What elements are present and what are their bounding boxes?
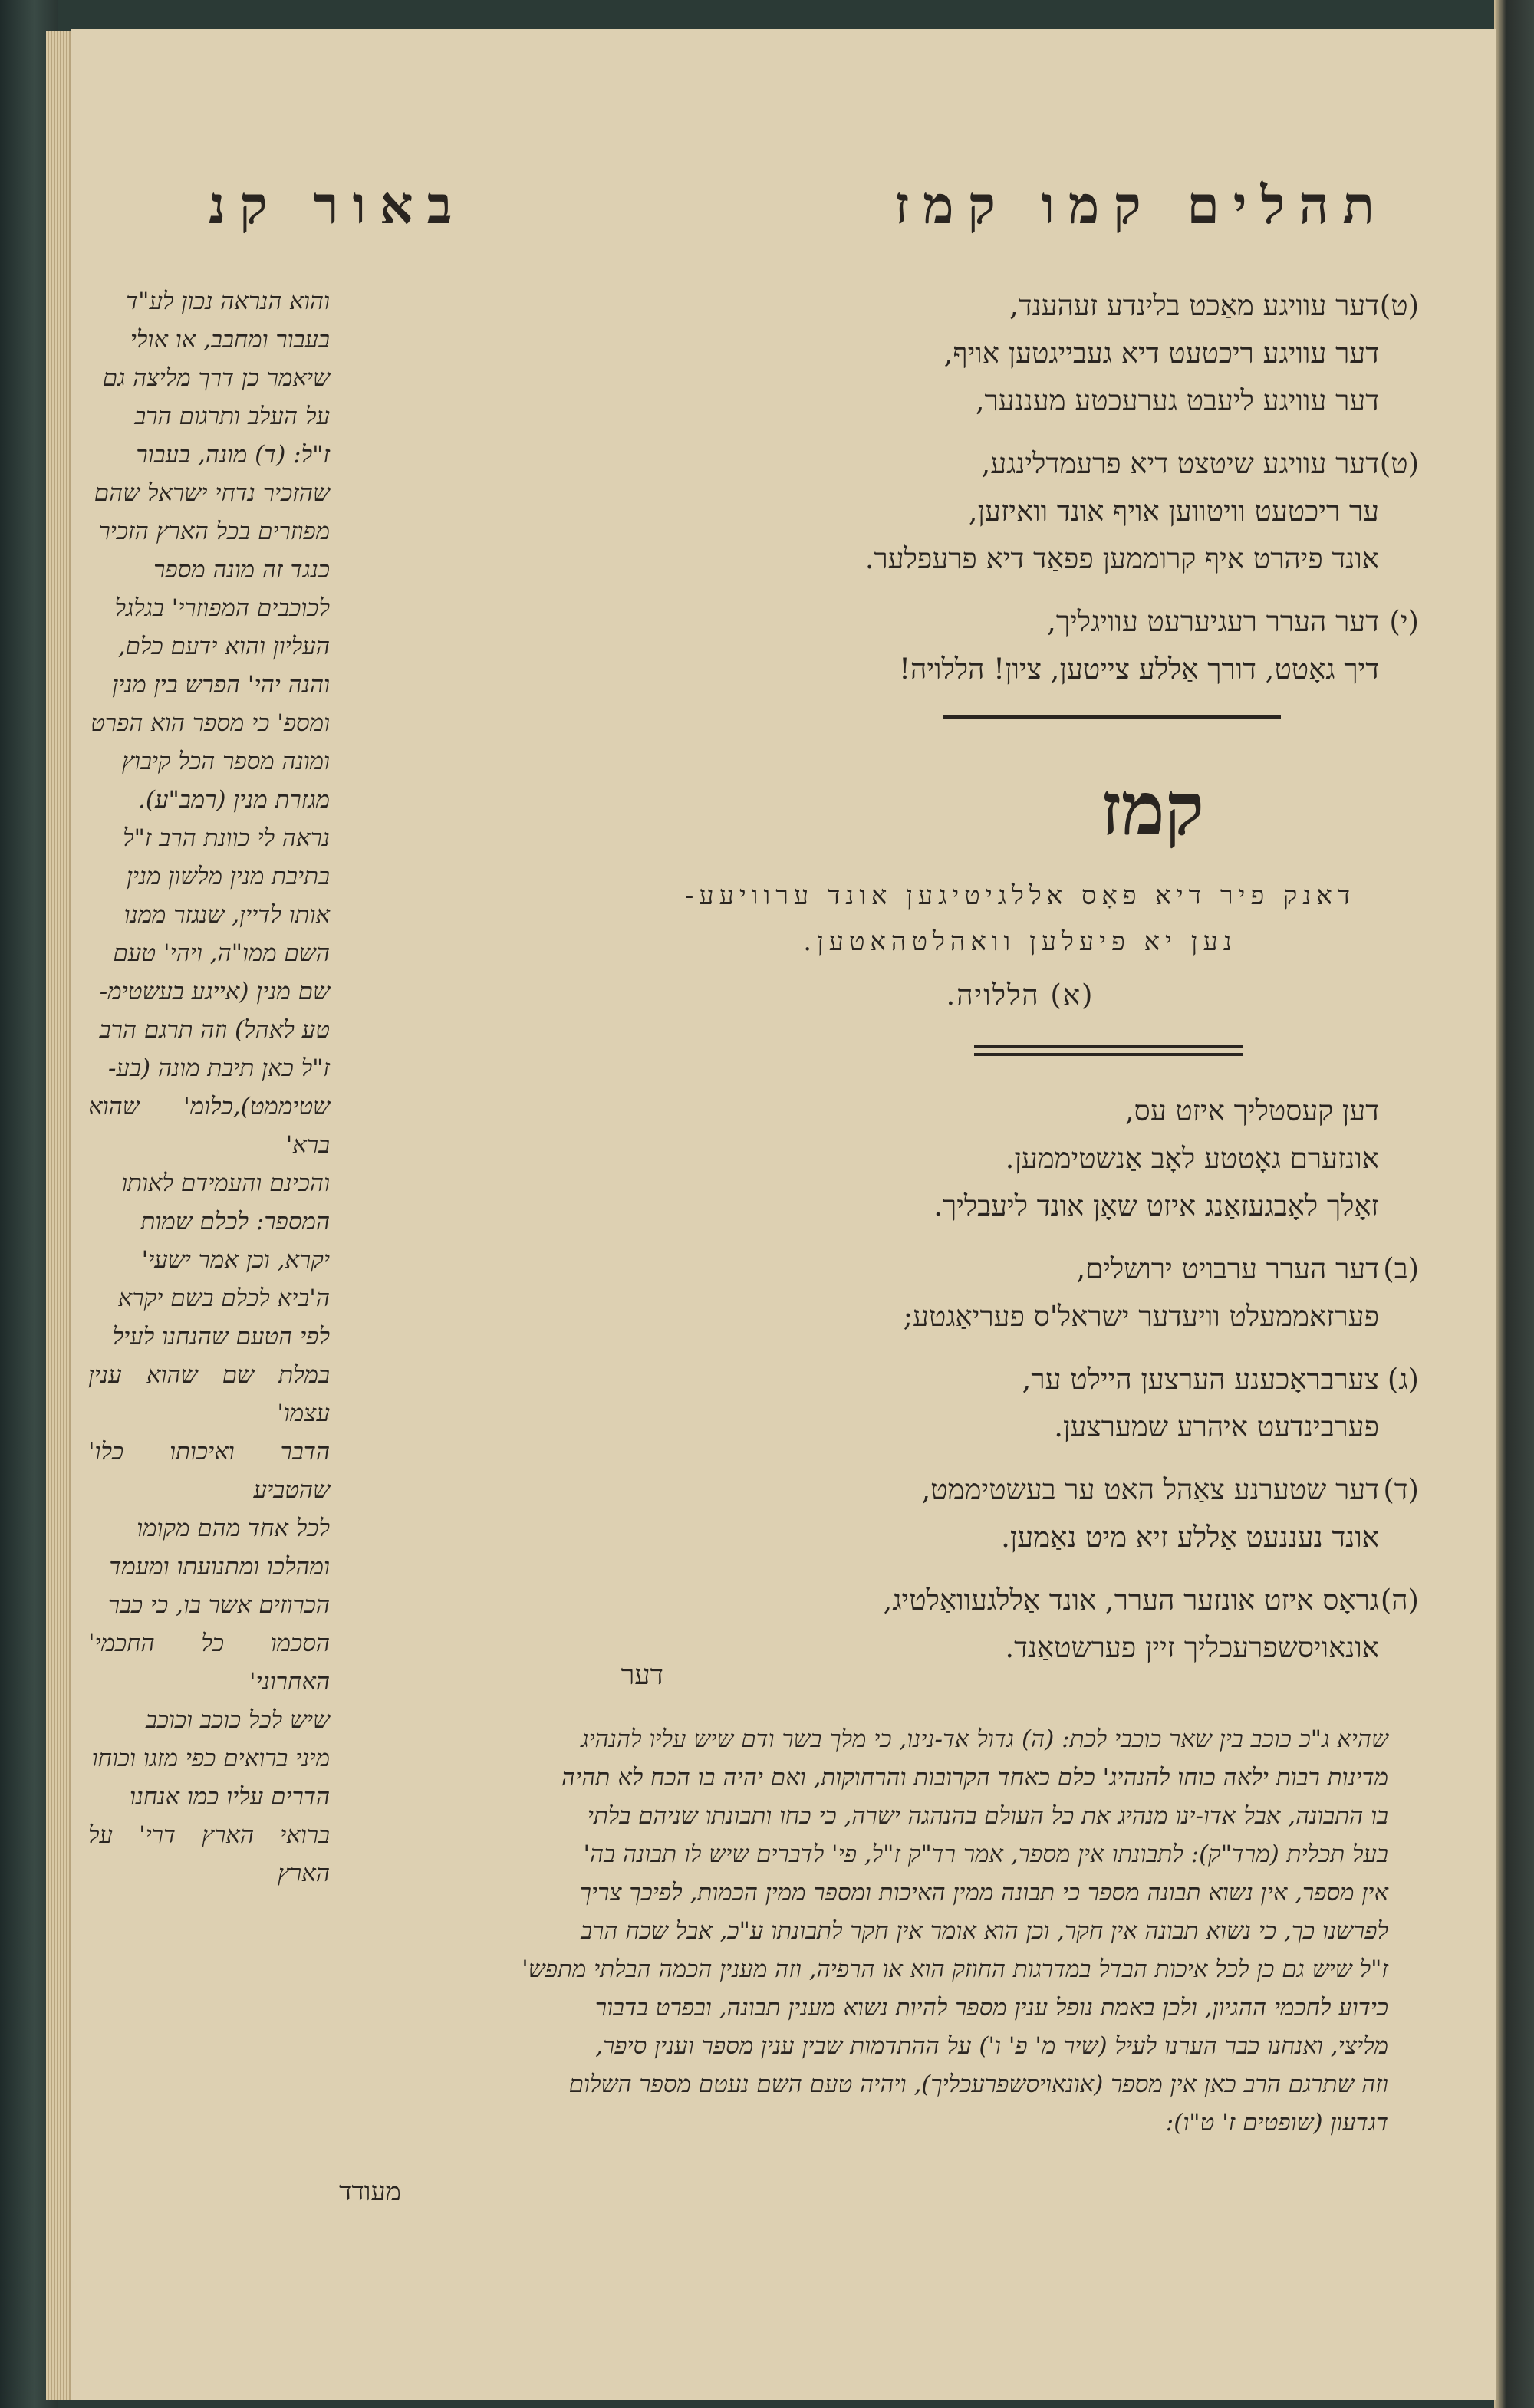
verse-number: (ג) <box>1387 1363 1419 1396</box>
commentary-line: טע לאהל) וזה תרגם הרב <box>99 1016 330 1044</box>
commentary-line: יקרא, וכן אמר ישעי' <box>141 1246 330 1274</box>
psalm147-verses <box>667 1087 1419 1672</box>
commentary-line: אותו לדיין, שנגזר ממנו <box>123 901 330 929</box>
footnote-line: ז"ל שיש גם כן לכל איכות הבדל במדרגות החוזק הוא או הרפיה, וזה מענין הכמה הבלתי מתפש' <box>522 1956 1388 1983</box>
catchword-main: דער <box>621 1660 663 1691</box>
catchword-bottom: מעודד <box>339 2176 401 2207</box>
verse-line: דער עוויגע שיטצט דיא פרעמדלינגע, <box>981 447 1379 480</box>
verse-line: דיך גאָטט, דורך אַללע צייטען, ציון! הללויה! <box>899 653 1379 686</box>
commentary-line: מיני ברואים כפי מזגו וכוחו <box>91 1745 330 1772</box>
double-rule <box>974 1045 1243 1056</box>
footnote-line: דגדעון (שופטים ז' ט"ו): <box>1165 2109 1388 2137</box>
psalm147-verse-5 <box>667 1577 1419 1672</box>
commentary-line: והכינם והעמידם לאותו <box>121 1169 330 1197</box>
psalm-title-line: דאנק פיר דיא פאָס אללגיטיגען אונד ערוויעע- <box>684 880 1356 911</box>
commentary-line: המספר: לכלם שמות <box>140 1208 330 1235</box>
verse-line: אונד פיהרט איף קרוממען פפאַד דיא פרעפלער. <box>864 542 1379 575</box>
footnote-line: בו התבונה, אבל אדו-ינו מנהיג את כל העולם בהנהגה ישרה, כי כחו ותבונתו שניהם בלתי <box>587 1802 1388 1830</box>
verse-line: גראָס איזט אונזער הערר, אונד אַללגעוואַלטיג, <box>883 1584 1379 1617</box>
commentary-line: ז"ל: (ד) מונה, בעבור <box>136 441 330 469</box>
commentary-line: והוא הנראה נכון לע"ד <box>126 288 330 315</box>
commentary-line: הכרוזים אשר בו, כי כבר <box>107 1591 330 1619</box>
verse-number: (ה) <box>1380 1584 1419 1617</box>
commentary-line: ומספ' כי מספר הוא הפרט <box>91 709 330 737</box>
commentary-line: ז"ל כאן תיבת מונה (בע- <box>108 1054 330 1082</box>
commentary-line: ה'ביא לכלם בשם יקרא <box>117 1285 330 1312</box>
psalm-title-line: נען יא פיעלען וואהלטהאטען. <box>803 926 1237 957</box>
psalm146-verse-8 <box>667 282 1419 425</box>
footnote-line: וזה שתרגם הרב כאן אין מספר (אונאויסשפרעכליך), ויהיה טעם השם נעטם מספר השלום <box>568 2071 1388 2098</box>
commentary-line: השם ממו"ה, ויהי' טעם <box>113 939 330 967</box>
footnote-line: כידוע לחכמי ההגיון, ולכן באמת נופל ענין מספר להיות נשוא מענין תבונה, ובפרט בדבור <box>594 1994 1388 2021</box>
commentary-line: לכוכבים המפוזרי' בגלגל <box>114 594 330 622</box>
verse-line: צערבראָכענע הערצען היילט ער, <box>1022 1363 1379 1396</box>
commentary-line: מגזרת מנין (רמב"ע). <box>138 786 330 814</box>
commentary-line: במלת שם שהוא ענין עצמו' <box>88 1361 330 1427</box>
verse-line: דער עוויגע ריכטעט דיא געבייגטען אויף, <box>943 337 1379 370</box>
commentary-line: שהזכיר נדחי ישראל שהם <box>94 479 330 507</box>
facing-page-edge <box>1494 0 1534 2408</box>
psalm147-verse-2 <box>667 1245 1419 1341</box>
footnote-line: בעל תכלית (מרד"ק): לתבונתו אין מספר, אמר רד"ק ז"ל, פי' לדברים שיש לו תבונה בה' <box>583 1841 1388 1868</box>
commentary-line: והנה יהי' הפרש בין מנין <box>112 671 330 699</box>
psalm147-verse-1 <box>667 1087 1419 1230</box>
verse-number: (ט) <box>1379 289 1419 322</box>
verse-line: דער עוויגע ליעבט גערעכטע מעננער, <box>975 384 1379 417</box>
psalm-title <box>644 873 1396 1018</box>
footnote-line: מדינות רבות ילאה כוחו להנהיג' כלם כאחד הקרובות והרחוקות, ואם יהיה בו הכח לא תהיה <box>561 1764 1388 1791</box>
commentary-line: שטיממט),כלומ' שהוא ברא' <box>88 1093 330 1159</box>
psalm-first-verse: (א) הללויה. <box>946 979 1095 1012</box>
verse-number: (ט) <box>1379 447 1419 480</box>
section-divider <box>943 715 1281 719</box>
verse-line: ער ריכטעט וויטווען אויף אונד וואיזען, <box>968 495 1379 528</box>
verse-line: פערבינדעט איהרע שמערצען. <box>1054 1410 1379 1443</box>
running-header-commentary: באור קנ <box>209 175 466 236</box>
verse-line: דער הערר ערבויט ירושלים, <box>1076 1252 1379 1285</box>
main-text-column <box>667 282 1419 693</box>
commentary-line: שיש לכל כוכב וכוכב <box>145 1706 330 1734</box>
verse-line: אונזערם גאָטטע לאָב אַנשטיממען. <box>1005 1142 1379 1175</box>
psalm147-verse-3 <box>667 1356 1419 1451</box>
verse-number: (י) <box>1389 605 1419 638</box>
commentary-line: נראה לי כוונת הרב ז"ל <box>123 824 330 852</box>
commentary-footnote <box>92 1720 1388 2142</box>
commentary-line: מפוזרים בכל הארץ הזכיר <box>98 518 330 545</box>
running-header-main: תהלים קמו קמז <box>894 175 1388 236</box>
verse-line: דען קעסטליך איזט עס, <box>1124 1094 1379 1127</box>
commentary-line: ומונה מספר הכל קיבוץ <box>121 748 330 775</box>
psalm146-verse-9 <box>667 440 1419 583</box>
commentary-line: בעבור ומחבב, או אולי <box>130 326 330 354</box>
psalm-number: קמז <box>1100 765 1204 852</box>
footnote-line: לפרשנו כך, כי נשוא תבונה אין חקר, וכן הוא אומר אין חקר לתבונתו ע"כ, אבל שכח הרב <box>581 1917 1388 1945</box>
commentary-line: ומהלכו ומתנועתו ומעמד <box>109 1553 330 1581</box>
psalm147-verse-4 <box>667 1466 1419 1561</box>
verse-line: זאָלך לאָבגעזאַנג איזט שאָן אונד ליעבליך. <box>933 1189 1379 1222</box>
footnote-line: שהיא ג"כ כוכב בין שאר כוכבי לכת: (ה) גדול אד-נינו, כי מלך בשר ודם שיש עליו להנהיג <box>581 1725 1388 1753</box>
verse-line: פערזאממעלט וויעדער ישראל'ס פעריאַגטע; <box>903 1300 1379 1333</box>
commentary-line: שם מנין (אייגע בעשטימ- <box>99 978 330 1005</box>
commentary-line: הסכמו כל החכמי' האחרוני' <box>88 1630 330 1696</box>
verse-line: אונאויסשפרעכליך זיין פערשטאַנד. <box>1005 1631 1379 1664</box>
commentary-line: הדבר ואיכותו כלו' שהטביע <box>88 1438 330 1504</box>
psalm146-verse-10 <box>667 598 1419 693</box>
footnote-line: אין מספר, אין נשוא תבונה מספר כי תבונה ממין האיכות ומספר ממין הכמות, לפיכך צריך <box>579 1879 1388 1906</box>
commentary-line: לפי הטעם שהנחנו לעיל <box>112 1323 330 1350</box>
verse-line: דער עוויגע מאַכט בלינדע זעהענד, <box>1009 289 1379 322</box>
verse-number: (ד) <box>1383 1473 1419 1506</box>
commentary-column <box>88 282 330 1893</box>
commentary-line: על העלב ותרגום הרב <box>134 403 330 430</box>
verse-number: (ב) <box>1383 1252 1419 1285</box>
commentary-line: שיאמר כן דרך מליצה גם <box>102 364 330 392</box>
verse-line: אונד נעננעט אַללע זיא מיט נאַמען. <box>1001 1521 1379 1554</box>
commentary-line: לכל אחד מהם מקומו <box>137 1515 330 1542</box>
footnote-line: מליצי, ואנחנו כבר הערנו לעיל (שיר מ' פ' ו') על ההתדמות שבין ענין מספר וענין סיפר, <box>595 2032 1388 2060</box>
commentary-line: העליון והוא ידעם כלם, <box>117 633 330 660</box>
commentary-line: הדרים עליו כמו אנחנו <box>129 1783 330 1811</box>
verse-line: דער שטערנע צאַהל האט ער בעשטיממט, <box>921 1473 1379 1506</box>
commentary-line: ברואי הארץ דרי' על הארץ <box>88 1821 330 1887</box>
commentary-line: כנגד זה מונה מספר <box>153 556 330 584</box>
verse-line: דער הערר רעגיערעט עוויגליך, <box>1047 605 1379 638</box>
book-page <box>71 29 1496 2400</box>
commentary-line: בתיבת מנין מלשון מנין <box>126 863 330 890</box>
